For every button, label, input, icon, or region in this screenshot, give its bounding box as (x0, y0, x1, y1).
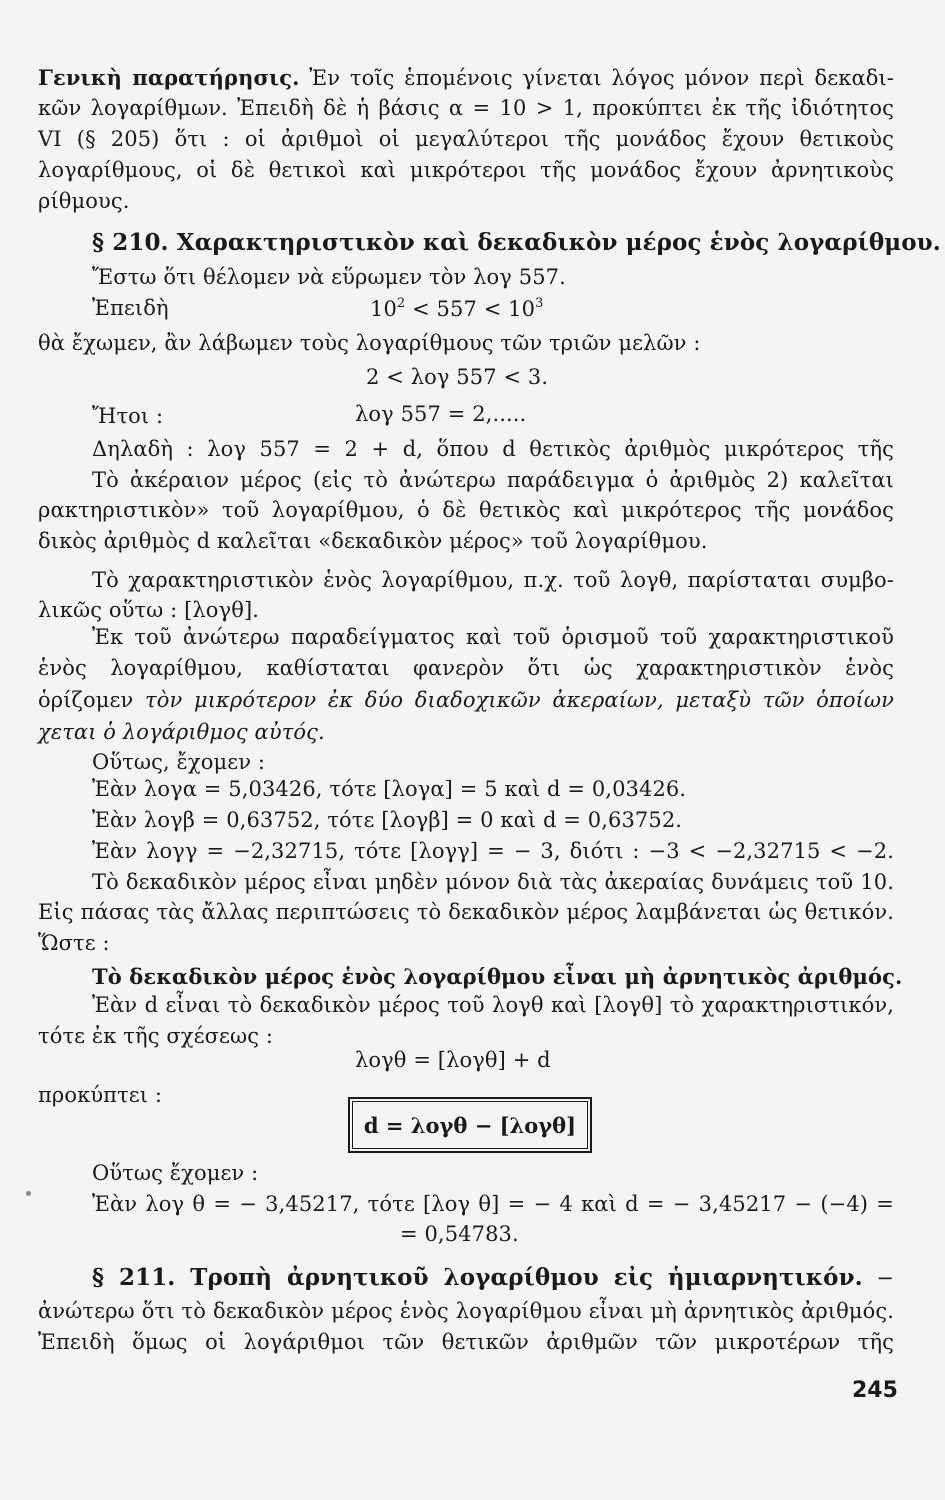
text-line: VI (§ 205) ὅτι : οἱ ἀριθμοὶ οἱ μεγαλύτεροι τῆς μονάδος ἔχουν θετικοὺς (38, 127, 894, 151)
formula-part: < 557 < 10 (405, 297, 536, 321)
text-line: Τὸ χαρακτηριστικὸν ἑνὸς λογαρίθμου, π.χ. τοῦ λογθ, παρίσταται συμβο- (92, 568, 894, 592)
example-line: Ἐὰν λογγ = −2,32715, τότε [λογγ] = − 3, διότι : −3 < −2,32715 < −2. (92, 839, 894, 863)
text-line: Ἔστω ὅτι θέλομεν νὰ εὕρωμεν τὸν λογ 557. (92, 265, 566, 289)
inequality-formula (370, 289, 543, 324)
text-line: ἀνώτερω ὅτι τὸ δεκαδικὸν μέρος ἑνὸς λογαρίθμου εἶναι μὴ ἀρνητικὸς ἀριθμός. (38, 1299, 894, 1323)
formula-line: λογ 557 = 2,..... (355, 402, 527, 426)
text-line: λογαρίθμους, οἱ δὲ θετικοὶ καὶ μικρότεροι τῆς μονάδος ἔχουν ἀρνητικοὺς (38, 158, 894, 182)
text-line: Τὸ δεκαδικὸν μέρος εἶναι μηδὲν μόνον διὰ τὰς ἀκεραίας δυνάμεις τοῦ 10. (92, 870, 894, 894)
text-line: Ἐὰν d εἶναι τὸ δεκαδικὸν μέρος τοῦ λογθ καὶ [λογθ] τὸ χαρακτηριστικόν, (92, 993, 894, 1017)
example-line: Ἐὰν λογα = 5,03426, τότε [λογα] = 5 καὶ d = 0,03426. (92, 777, 687, 801)
text-line: ρίθμους. (38, 189, 130, 213)
example-line: Ἐὰν λογβ = 0,63752, τότε [λογβ] = 0 καὶ d = 0,63752. (92, 808, 683, 832)
example-line: = 0,54783. (400, 1222, 519, 1246)
text-line: προκύπτει : (38, 1083, 163, 1107)
text-line: θὰ ἔχωμεν, ἂν λάβωμεν τοὺς λογαρίθμους τῶν τριῶν μελῶν : (38, 331, 701, 355)
example-line: Ἐὰν λογ θ = − 3,45217, τότε [λογ θ] = − 4 καὶ d = − 3,45217 − (−4) = (92, 1192, 894, 1216)
text-line: Ἤτοι : (92, 404, 164, 428)
text-line: ρακτηριστικὸν» τοῦ λογαρίθμου, ὁ δὲ θετικὸς καὶ μικρότερος τῆς μονάδος (38, 498, 894, 522)
text-line: Τὸ ἀκέραιον μέρος (εἰς τὸ ἀνώτερω παράδειγμα ὁ ἀριθμὸς 2) καλεῖται (92, 468, 894, 492)
boxed-formula: d = λογθ − [λογθ] (352, 1101, 588, 1149)
text-line: Εἰς πάσας τὰς ἄλλας περιπτώσεις τὸ δεκαδικὸν μέρος λαμβάνεται ὡς θετικόν. (38, 900, 894, 924)
remark-heading: Γενικὴ παρατήρησις. (38, 65, 300, 90)
text-line (38, 685, 894, 715)
print-speck (26, 1191, 31, 1196)
section-210-heading: § 210. Χαρακτηριστικὸν καὶ δεκαδικὸν μέρος ἑνὸς λογαρίθμου. (92, 229, 941, 256)
text-span: Ἐν τοῖς ἑπομένοις γίνεται λόγος μόνον περὶ δεκαδι- (299, 66, 894, 90)
text-line: Ἐπειδὴ (92, 296, 169, 320)
text-line: ἑνὸς λογαρίθμου, καθίσταται φανερὸν ὅτι ὡς χαρακτηριστικὸν ἑνὸς (38, 656, 894, 680)
page-number: 245 (852, 1378, 898, 1403)
exponent: 2 (396, 296, 406, 311)
exponent: 3 (535, 296, 544, 311)
text-line (38, 63, 894, 93)
text-line: Ἐπειδὴ ὅμως οἱ λογάριθμοι τῶν θετικῶν ἀριθμῶν τῶν μικροτέρων τῆς (38, 1330, 894, 1354)
text-line: Δηλαδὴ : λογ 557 = 2 + d, ὅπου d θετικὸς ἀριθμὸς μικρότερος τῆς (92, 437, 894, 461)
text-line: κῶν λογαρίθμων. Ἐπειδὴ δὲ ἡ βάσις α = 10 > 1, προκύπτει ἐκ τῆς ἰδιότητος (38, 96, 894, 120)
text-line: Οὕτως, ἔχομεν : (92, 750, 266, 774)
definition-italic: χεται ὁ λογάριθμος αὐτός. (38, 720, 325, 744)
formula-line: λογθ = [λογθ] + d (355, 1048, 551, 1072)
text-line: Οὕτως ἔχομεν : (92, 1161, 259, 1185)
text-line: Ὥστε : (38, 931, 110, 955)
text-span: − (876, 1266, 894, 1290)
text-line: δικὸς ἀριθμὸς d καλεῖται «δεκαδικὸν μέρος» τοῦ λογαρίθμου. (38, 529, 708, 553)
text-line: τότε ἐκ τῆς σχέσεως : (38, 1024, 274, 1048)
text-line: λικῶς οὕτω : [λογθ]. (38, 598, 260, 622)
formula-line: 2 < λογ 557 < 3. (366, 365, 549, 389)
section-211-line (92, 1263, 894, 1293)
formula-part: 10 (370, 297, 397, 321)
section-211-heading: § 211. Τροπὴ ἀρνητικοῦ λογαρίθμου εἰς ἡμιαρνητικόν. (92, 1264, 863, 1291)
text-span: ὁρίζομεν (38, 688, 145, 712)
text-line: Ἐκ τοῦ ἀνώτερω παραδείγματος καὶ τοῦ ὁρισμοῦ τοῦ χαρακτηριστικοῦ (92, 625, 894, 649)
definition-italic: τὸν μικρότερον ἐκ δύο διαδοχικῶν ἀκεραίων, μεταξὺ τῶν ὁποίων (144, 688, 894, 712)
key-statement: Τὸ δεκαδικὸν μέρος ἑνὸς λογαρίθμου εἶναι μὴ ἀρνητικὸς ἀριθμός. (92, 964, 903, 989)
